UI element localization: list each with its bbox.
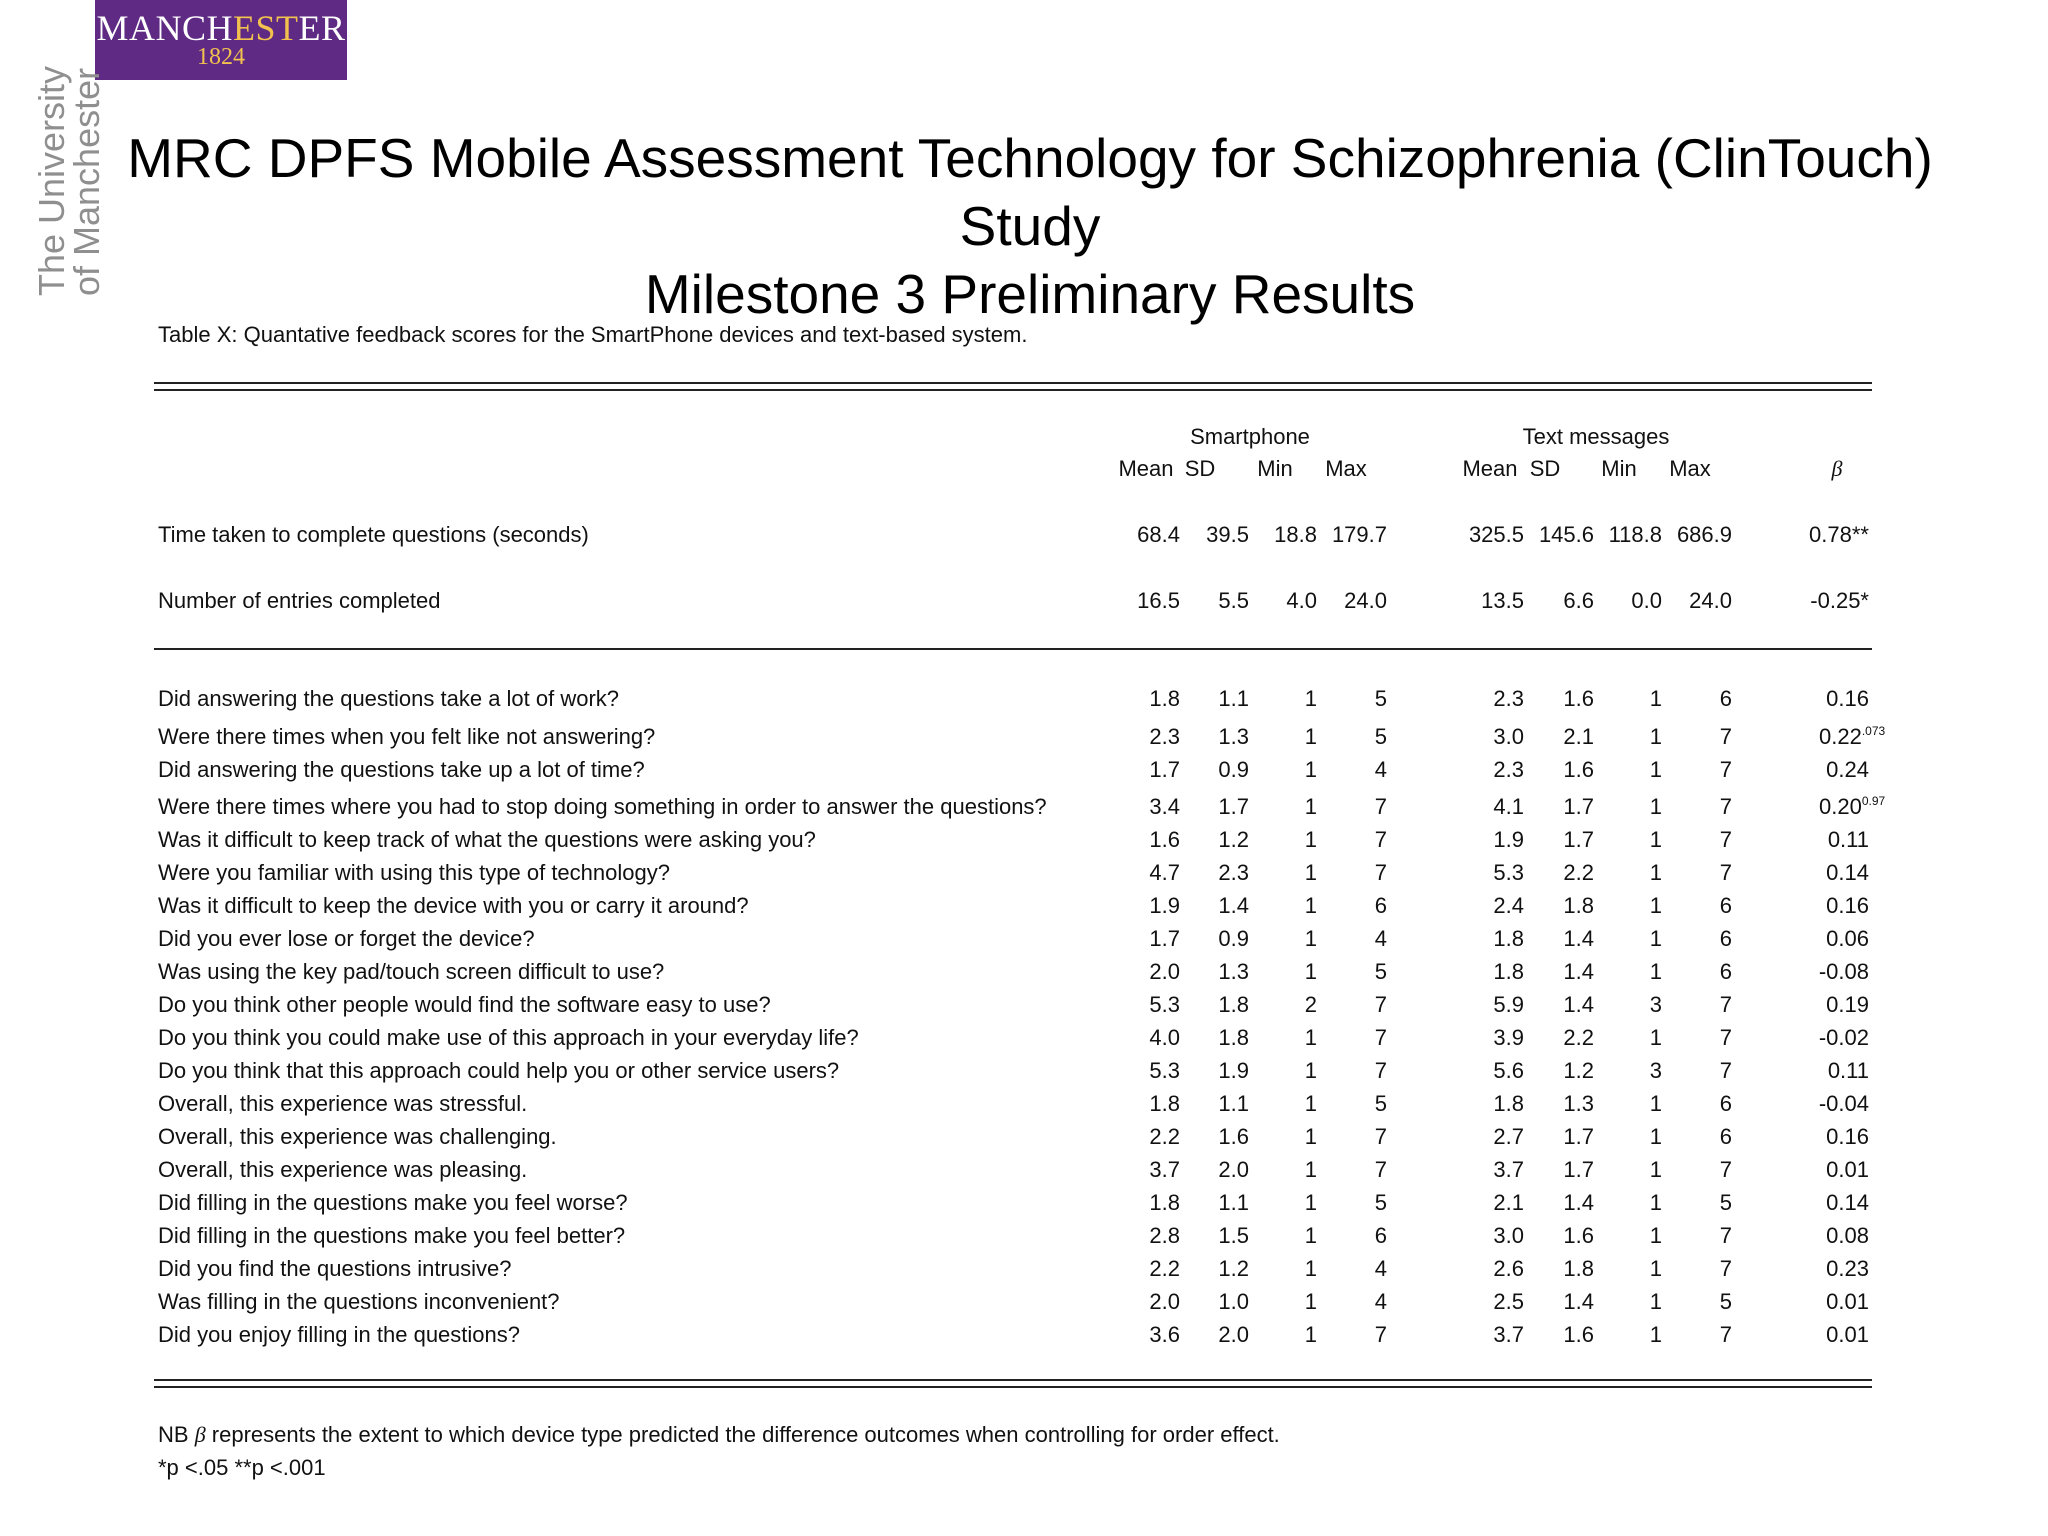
column-header: Max	[1325, 456, 1367, 481]
table-cell: 1.2	[1563, 1058, 1594, 1083]
table-cell: 7	[1374, 827, 1387, 852]
table-cell: 7	[1719, 724, 1732, 749]
table-cell: 5.3	[1149, 992, 1180, 1017]
table-cell: 1	[1649, 1223, 1662, 1248]
table-cell: 1	[1649, 1289, 1662, 1314]
table-row-label: Did you find the questions intrusive?	[158, 1256, 512, 1281]
table-cell: 2.1	[1493, 1190, 1524, 1215]
table-cell: 1.8	[1563, 893, 1594, 918]
table-cell: 1.3	[1563, 1091, 1594, 1116]
column-header: Min	[1257, 456, 1293, 481]
table-row-label: Do you think you could make use of this approach in your everyday life?	[158, 1025, 859, 1050]
table-cell: 2.3	[1149, 724, 1180, 749]
table-cell: 5	[1374, 686, 1387, 711]
table-cell: 1.6	[1563, 1223, 1594, 1248]
table-cell: 3.4	[1149, 794, 1180, 819]
table-cell: 0.14	[1826, 1190, 1869, 1215]
table-cell: 1	[1304, 959, 1317, 984]
table-cell	[1757, 794, 1969, 820]
table-cell: 1.7	[1563, 1157, 1594, 1182]
table-cell: 0.16	[1826, 1124, 1869, 1149]
p-value-superscript: 0.97	[1861, 794, 1886, 808]
table-cell: 0.9	[1218, 926, 1249, 951]
side-university-label: The University of Manchester	[31, 65, 107, 296]
table-cell: 7	[1719, 1157, 1732, 1182]
table-cell: -0.04	[1818, 1091, 1869, 1116]
table-cell: 16.5	[1137, 588, 1180, 613]
table-cell: 1.4	[1563, 959, 1594, 984]
table-cell: 5	[1374, 1091, 1387, 1116]
column-header: Min	[1601, 456, 1637, 481]
table-cell: 24.0	[1344, 588, 1387, 613]
table-cell: 1	[1649, 794, 1662, 819]
table-cell: 13.5	[1481, 588, 1524, 613]
table-row-label: Was it difficult to keep track of what the questions were asking you?	[158, 827, 816, 852]
table-cell: 6	[1719, 1124, 1732, 1149]
group-header-text-messages: Text messages	[1522, 424, 1670, 449]
table-cell: 7	[1374, 1322, 1387, 1347]
table-cell: 2.0	[1149, 1289, 1180, 1314]
table-cell: 686.9	[1676, 522, 1732, 547]
table-cell: 7	[1719, 1025, 1732, 1050]
table-cell: 5.9	[1493, 992, 1524, 1017]
table-cell: 0.06	[1826, 926, 1869, 951]
table-cell: 1	[1649, 724, 1662, 749]
table-cell: 1.7	[1149, 926, 1180, 951]
table-cell: 5.3	[1493, 860, 1524, 885]
table-cell: 3.7	[1493, 1157, 1524, 1182]
table-cell: 1	[1304, 1190, 1317, 1215]
table-cell: 2.3	[1493, 757, 1524, 782]
table-cell: 1.6	[1563, 686, 1594, 711]
table-cell: 2.5	[1493, 1289, 1524, 1314]
table-cell: -0.08	[1818, 959, 1869, 984]
table-cell: 6	[1719, 1091, 1732, 1116]
table-mid-rule	[154, 648, 1872, 650]
table-cell: 1.1	[1218, 686, 1249, 711]
table-cell: 1.4	[1563, 1190, 1594, 1215]
table-cell: 1.8	[1493, 1091, 1524, 1116]
table-cell: 3.0	[1493, 724, 1524, 749]
table-cell: 7	[1719, 860, 1732, 885]
university-logo: MANCHESTER 1824	[95, 0, 347, 80]
table-cell: 1.8	[1149, 1190, 1180, 1215]
table-cell: 7	[1719, 1256, 1732, 1281]
column-header: Mean	[1462, 456, 1518, 481]
group-header-smartphone: Smartphone	[1190, 424, 1310, 449]
column-header: Max	[1669, 456, 1711, 481]
table-cell: -0.25*	[1810, 588, 1869, 613]
table-cell: 1	[1649, 959, 1662, 984]
table-cell: 1	[1304, 1289, 1317, 1314]
table-cell: 2.0	[1218, 1157, 1249, 1182]
table-top-rule	[154, 382, 1872, 391]
table-cell: 1.7	[1218, 794, 1249, 819]
table-cell: 0.11	[1827, 1058, 1869, 1083]
beta-value: 0.22	[1819, 724, 1862, 749]
table-cell: 325.5	[1468, 522, 1524, 547]
table-cell: 1.9	[1149, 893, 1180, 918]
table-cell: 1.3	[1218, 724, 1249, 749]
table-cell: 7	[1374, 1124, 1387, 1149]
table-cell: 7	[1374, 860, 1387, 885]
table-cell: 4.1	[1493, 794, 1524, 819]
table-cell: 1.6	[1563, 757, 1594, 782]
table-row-label: Was it difficult to keep the device with you or carry it around?	[158, 893, 749, 918]
table-cell: 1	[1304, 827, 1317, 852]
table-row-label: Was using the key pad/touch screen difficult to use?	[158, 959, 665, 984]
table-cell: 1.6	[1563, 1322, 1594, 1347]
table-cell: 3.9	[1493, 1025, 1524, 1050]
table-cell: 1.4	[1563, 992, 1594, 1017]
table-row-label: Number of entries completed	[158, 588, 441, 613]
table-cell: 4.0	[1286, 588, 1317, 613]
table-cell: 2.7	[1493, 1124, 1524, 1149]
table-cell: 6	[1719, 686, 1732, 711]
table-cell: 7	[1374, 1058, 1387, 1083]
beta-value: 0.20	[1819, 794, 1862, 819]
table-cell: 1	[1304, 1058, 1317, 1083]
table-cell: 5	[1374, 1190, 1387, 1215]
table-cell: 1	[1649, 757, 1662, 782]
table-cell: 1.6	[1218, 1124, 1249, 1149]
p-value-superscript: .073	[1861, 724, 1886, 738]
table-cell: 0.23	[1826, 1256, 1869, 1281]
table-cell: 0.0	[1631, 588, 1662, 613]
table-cell: 2.3	[1218, 860, 1249, 885]
table-cell: 0.08	[1826, 1223, 1869, 1248]
table-cell: 2.1	[1563, 724, 1594, 749]
table-cell: 5	[1374, 724, 1387, 749]
table-cell: 1.2	[1218, 827, 1249, 852]
table-cell: 1.7	[1563, 794, 1594, 819]
table-cell: 1	[1304, 794, 1317, 819]
table-cell: 2.2	[1563, 860, 1594, 885]
table-cell: 6	[1719, 926, 1732, 951]
column-header: β	[1831, 456, 1843, 481]
table-cell: 3.7	[1493, 1322, 1524, 1347]
table-cell: 7	[1719, 992, 1732, 1017]
table-cell: 1	[1649, 1124, 1662, 1149]
table-cell: 7	[1374, 794, 1387, 819]
table-row-label: Did answering the questions take up a lot of time?	[158, 757, 645, 782]
table-row-label: Were there times when you felt like not answering?	[158, 724, 656, 749]
table-cell: 1	[1649, 860, 1662, 885]
table-cell: 1	[1304, 1091, 1317, 1116]
table-cell: 4	[1374, 757, 1387, 782]
table-cell: 5.3	[1149, 1058, 1180, 1083]
table-cell: 3.6	[1149, 1322, 1180, 1347]
table-cell: 0.78**	[1809, 522, 1869, 547]
table-cell: 4.0	[1149, 1025, 1180, 1050]
table-cell: 3	[1649, 992, 1662, 1017]
table-cell: 5.6	[1493, 1058, 1524, 1083]
table-cell: 1.8	[1149, 1091, 1180, 1116]
table-cell: 2.2	[1149, 1124, 1180, 1149]
slide-title: MRC DPFS Mobile Assessment Technology for Schizophrenia (ClinTouch) Study Milestone 3 Preliminary Results	[127, 127, 1933, 325]
table-cell: 2.0	[1149, 959, 1180, 984]
table-cell: 1	[1304, 1223, 1317, 1248]
table-cell: 1	[1304, 757, 1317, 782]
table-cell: 2.6	[1493, 1256, 1524, 1281]
table-cell: 1.1	[1218, 1091, 1249, 1116]
table-cell: 18.8	[1274, 522, 1317, 547]
significance-note: *p <.05 **p <.001	[158, 1455, 326, 1480]
table-cell: 6.6	[1563, 588, 1594, 613]
table-cell: 1	[1304, 1157, 1317, 1182]
table-cell: 2.0	[1218, 1322, 1249, 1347]
table-cell	[1757, 724, 1969, 750]
table-cell: 39.5	[1206, 522, 1249, 547]
table-cell: 1.4	[1563, 926, 1594, 951]
table-cell: 0.01	[1826, 1289, 1869, 1314]
table-cell: 6	[1374, 893, 1387, 918]
table-cell: 0.9	[1218, 757, 1249, 782]
table-cell: 24.0	[1689, 588, 1732, 613]
table-cell: 68.4	[1137, 522, 1180, 547]
table-cell: 5	[1719, 1289, 1732, 1314]
table-cell: 7	[1719, 1223, 1732, 1248]
table-cell: 3	[1649, 1058, 1662, 1083]
table-cell: 1	[1304, 860, 1317, 885]
table-cell: 1.7	[1149, 757, 1180, 782]
table-row-label: Was filling in the questions inconvenient?	[158, 1289, 560, 1314]
table-cell: 1	[1304, 686, 1317, 711]
table-cell: 1	[1649, 686, 1662, 711]
table-cell: 0.11	[1827, 827, 1869, 852]
column-header: SD	[1529, 456, 1561, 481]
table-bottom-rule	[154, 1379, 1872, 1388]
table-row-label: Were there times where you had to stop doing something in order to answer the questions?	[158, 794, 1047, 819]
table-cell: 145.6	[1538, 522, 1594, 547]
table-cell: 1	[1304, 1025, 1317, 1050]
table-row-label: Do you think other people would find the software easy to use?	[158, 992, 771, 1017]
column-header: Mean	[1118, 456, 1174, 481]
table-cell: 1	[1649, 827, 1662, 852]
table-cell: 7	[1719, 1322, 1732, 1347]
table-cell: 1.7	[1563, 1124, 1594, 1149]
table-cell: 118.8	[1608, 522, 1662, 547]
table-cell: 7	[1719, 794, 1732, 819]
table-cell: -0.02	[1818, 1025, 1869, 1050]
table-cell: 1	[1649, 1322, 1662, 1347]
table-cell: 4.7	[1149, 860, 1180, 885]
table-cell: 1.9	[1218, 1058, 1249, 1083]
table-cell: 1	[1304, 1322, 1317, 1347]
table-cell: 1	[1304, 926, 1317, 951]
table-cell: 3.0	[1493, 1223, 1524, 1248]
table-row-label: Did you enjoy filling in the questions?	[158, 1322, 521, 1347]
table-cell: 1.5	[1218, 1223, 1249, 1248]
table-cell: 4	[1374, 926, 1387, 951]
table-cell: 4	[1374, 1256, 1387, 1281]
table-cell: 4	[1374, 1289, 1387, 1314]
table-cell: 7	[1719, 827, 1732, 852]
table-cell: 0.19	[1826, 992, 1869, 1017]
table-cell: 1	[1649, 1091, 1662, 1116]
table-cell: 0.16	[1826, 893, 1869, 918]
table-cell: 1.4	[1218, 893, 1249, 918]
table-cell: 6	[1719, 893, 1732, 918]
table-cell: 1	[1304, 1256, 1317, 1281]
column-header: SD	[1184, 456, 1216, 481]
table-cell: 2.8	[1149, 1223, 1180, 1248]
table-cell: 1	[1649, 893, 1662, 918]
table-row-label: Did filling in the questions make you feel better?	[158, 1223, 626, 1248]
table-cell: 7	[1374, 1025, 1387, 1050]
table-cell: 2.3	[1493, 686, 1524, 711]
table-row-label: Did you ever lose or forget the device?	[158, 926, 535, 951]
table-cell: 3.7	[1149, 1157, 1180, 1182]
table-cell: 1.1	[1218, 1190, 1249, 1215]
table-cell: 1	[1649, 1025, 1662, 1050]
table-cell: 1	[1649, 1157, 1662, 1182]
table-cell: 1.8	[1493, 926, 1524, 951]
table-cell: 1	[1304, 893, 1317, 918]
table-cell: 6	[1719, 959, 1732, 984]
table-cell: 2.4	[1493, 893, 1524, 918]
table-row-label: Overall, this experience was stressful.	[158, 1091, 528, 1116]
table-caption: Table X: Quantative feedback scores for the SmartPhone devices and text-based system.	[158, 322, 1028, 347]
table-cell: 7	[1374, 1157, 1387, 1182]
table-cell: 7	[1719, 1058, 1732, 1083]
table-cell: 2.2	[1563, 1025, 1594, 1050]
table-cell: 1	[1304, 724, 1317, 749]
table-cell: 1.2	[1218, 1256, 1249, 1281]
table-cell: 0.14	[1826, 860, 1869, 885]
table-cell: 1.3	[1218, 959, 1249, 984]
table-cell: 2	[1304, 992, 1317, 1017]
table-cell: 1.7	[1563, 827, 1594, 852]
table-row-label: Time taken to complete questions (seconds)	[158, 522, 589, 547]
table-cell: 2.2	[1149, 1256, 1180, 1281]
table-cell: 1.9	[1493, 827, 1524, 852]
table-cell: 1	[1304, 1124, 1317, 1149]
table-cell: 1.8	[1218, 1025, 1249, 1050]
table-cell: 0.01	[1826, 1157, 1869, 1182]
table-cell: 0.24	[1826, 757, 1869, 782]
table-row-label: Did filling in the questions make you feel worse?	[158, 1190, 628, 1215]
table-cell: 1.8	[1493, 959, 1524, 984]
table-cell: 1.8	[1218, 992, 1249, 1017]
table-row-label: Did answering the questions take a lot of work?	[158, 686, 620, 711]
table-cell: 1	[1649, 1256, 1662, 1281]
table-cell: 1.8	[1149, 686, 1180, 711]
table-cell: 1.6	[1149, 827, 1180, 852]
table-cell: 5	[1719, 1190, 1732, 1215]
table-cell: 0.01	[1826, 1322, 1869, 1347]
table-cell: 5	[1374, 959, 1387, 984]
table-cell: 1	[1649, 1190, 1662, 1215]
table-cell: 6	[1374, 1223, 1387, 1248]
table-cell: 7	[1374, 992, 1387, 1017]
table-cell: 7	[1719, 757, 1732, 782]
table-cell: 179.7	[1331, 522, 1387, 547]
table-cell: 1	[1649, 926, 1662, 951]
table-row-label: Do you think that this approach could help you or other service users?	[158, 1058, 840, 1083]
table-cell: 5.5	[1218, 588, 1249, 613]
table-footnote: NB β represents the extent to which device type predicted the difference outcomes when controlling for order effect.	[158, 1422, 1280, 1447]
table-row-label: Overall, this experience was challenging.	[158, 1124, 557, 1149]
table-cell: 0.16	[1826, 686, 1869, 711]
table-row-label: Overall, this experience was pleasing.	[158, 1157, 528, 1182]
table-cell: 1.0	[1218, 1289, 1249, 1314]
logo-year: 1824	[197, 44, 245, 70]
table-cell: 1.8	[1563, 1256, 1594, 1281]
table-row-label: Were you familiar with using this type of technology?	[158, 860, 670, 885]
table-cell: 1.4	[1563, 1289, 1594, 1314]
